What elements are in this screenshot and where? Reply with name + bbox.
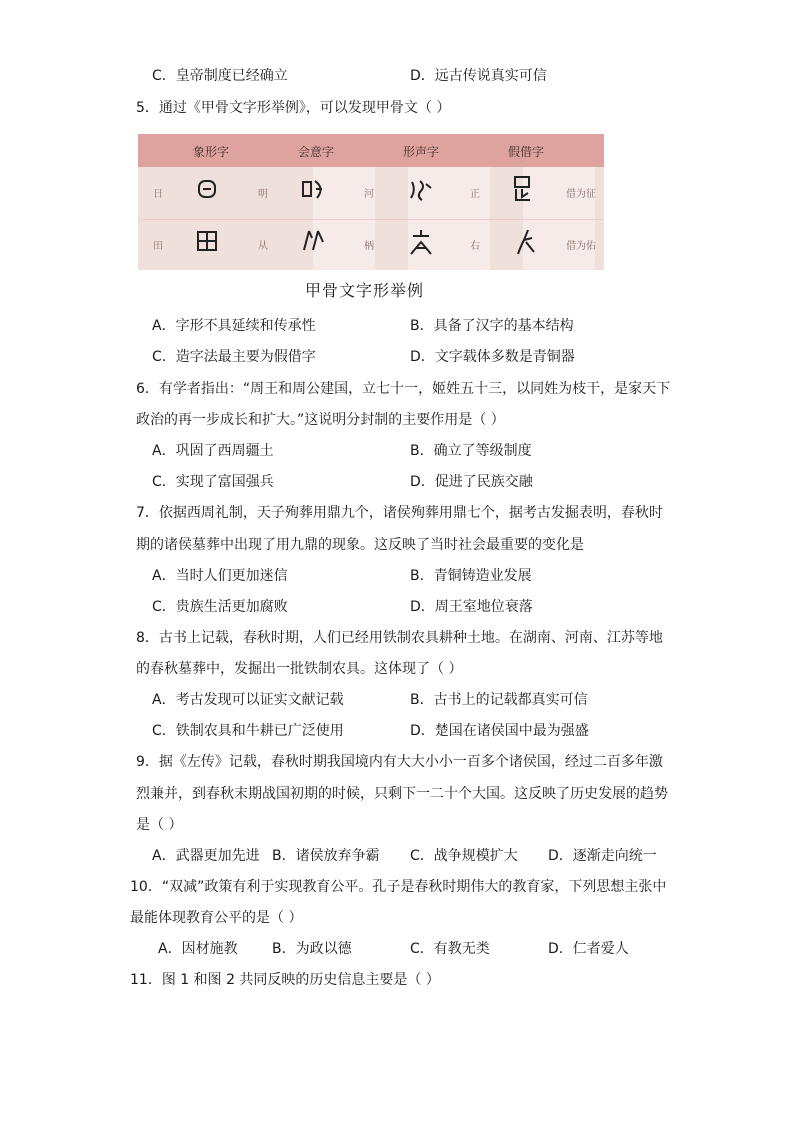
q4-option-c: C．皇帝制度已经确立 — [152, 68, 288, 84]
oracle-glyph-ming — [301, 178, 327, 205]
q9-stem-line3: 是（ ） — [136, 817, 183, 833]
q7-option-d: D．周王室地位衰落 — [410, 599, 533, 615]
q7-option-c: C．贵族生活更加腐败 — [152, 599, 288, 615]
cell-you: 右 — [470, 241, 480, 252]
q10-stem-line1: 10．“双减”政策有利于实现教育公平。孔子是春秋时期伟大的教育家，下列思想主张中 — [130, 879, 667, 895]
q9-option-d: D．逐渐走向统一 — [548, 848, 657, 864]
q11-stem: 11．图 1 和图 2 共同反映的历史信息主要是（ ） — [130, 972, 440, 988]
oracle-glyph-cong — [301, 228, 327, 259]
cell-zheng: 正 — [470, 189, 480, 200]
q5-option-c: C．造字法最主要为假借字 — [152, 349, 316, 365]
q6-option-b: B．确立了等级制度 — [410, 443, 532, 459]
q10-option-a: A．因材施教 — [158, 941, 238, 957]
q6-option-d: D．促进了民族交融 — [410, 474, 533, 490]
q8-option-b: B．古书上的记载都真实可信 — [410, 692, 588, 708]
q8-option-c: C．铁制农具和牛耕已广泛使用 — [152, 723, 344, 739]
q9-option-b: B．诸侯放弃争霸 — [272, 848, 380, 864]
oracle-bone-table — [138, 134, 604, 270]
q8-stem-line1: 8．古书上记载，春秋时期，人们已经用铁制农具耕种土地。在湖南、河南、江苏等地 — [136, 630, 663, 646]
cell-tian: 田 — [153, 241, 163, 252]
oracle-glyph-you — [514, 228, 538, 261]
cell-bing: 柄 — [364, 241, 374, 252]
q8-option-d: D．楚国在诸侯国中最为强盛 — [410, 723, 589, 739]
q5-option-a: A．字形不具延续和传承性 — [152, 318, 316, 334]
header-loan: 假借字 — [508, 145, 545, 159]
q9-stem-line2: 烈兼并，到春秋末期战国初期的时候，只剩下一二十个大国。这反映了历史发展的趋势 — [136, 786, 668, 802]
q7-option-a: A．当时人们更加迷信 — [152, 568, 288, 584]
cell-ri: 日 — [153, 189, 163, 200]
q4-option-d: D．远古传说真实可信 — [410, 68, 547, 84]
q9-option-a: A．武器更加先进 — [152, 848, 260, 864]
q8-stem-line2: 的春秋墓葬中，发掘出一批铁制农具。这体现了（ ） — [136, 661, 463, 677]
cell-ming: 明 — [258, 189, 268, 200]
q7-option-b: B．青铜铸造业发展 — [410, 568, 532, 584]
q10-stem-line2: 最能体现教育公平的是（ ） — [130, 910, 303, 926]
q10-option-d: D．仁者爱人 — [548, 941, 629, 957]
q7-stem-line2: 期的诸侯墓葬中出现了用九鼎的现象。这反映了当时社会最重要的变化是 — [136, 537, 584, 553]
q5-option-b: B．具备了汉字的基本结构 — [410, 318, 574, 334]
q7-stem-line1: 7．依据西周礼制，天子殉葬用鼎九个，诸侯殉葬用鼎七个，据考古发掘表明，春秋时 — [136, 505, 663, 521]
oracle-glyph-tian — [196, 230, 218, 257]
oracle-glyph-zheng — [510, 175, 536, 208]
q9-option-c: C．战争规模扩大 — [410, 848, 518, 864]
header-associative: 会意字 — [298, 145, 335, 159]
q10-option-b: B．为政以德 — [272, 941, 352, 957]
oracle-glyph-bing — [408, 228, 434, 261]
cell-jie-you: 借为佑 — [566, 241, 596, 252]
q8-option-a: A．考古发现可以证实文献记载 — [152, 692, 344, 708]
q10-option-c: C．有教无类 — [410, 941, 490, 957]
header-pictographic: 象形字 — [193, 145, 230, 159]
q6-option-c: C．实现了富国强兵 — [152, 474, 274, 490]
figure-caption: 甲骨文字形举例 — [305, 281, 425, 300]
oracle-glyph-ri — [196, 178, 218, 205]
oracle-glyph-he — [408, 178, 434, 207]
q6-stem-line2: 政治的再一步成长和扩大。”这说明分封制的主要作用是（ ） — [136, 412, 505, 428]
cell-jie-zheng: 借为征 — [566, 189, 596, 200]
cell-cong: 从 — [258, 241, 268, 252]
cell-he: 河 — [364, 189, 374, 200]
oracle-table-header — [138, 134, 604, 167]
q6-stem-line1: 6．有学者指出：“周王和周公建国，立七十一，姬姓五十三，以同姓为枝干，是家天下 — [136, 381, 671, 397]
q9-stem-line1: 9．据《左传》记载，春秋时期我国境内有大大小小一百多个诸侯国，经过二百多年激 — [136, 754, 663, 770]
q5-stem: 5．通过《甲骨文字形举例》，可以发现甲骨文（ ） — [136, 100, 451, 116]
q5-option-d: D．文字载体多数是青铜器 — [410, 349, 575, 365]
q6-option-a: A．巩固了西周疆土 — [152, 443, 274, 459]
header-phonetic: 形声字 — [403, 145, 440, 159]
